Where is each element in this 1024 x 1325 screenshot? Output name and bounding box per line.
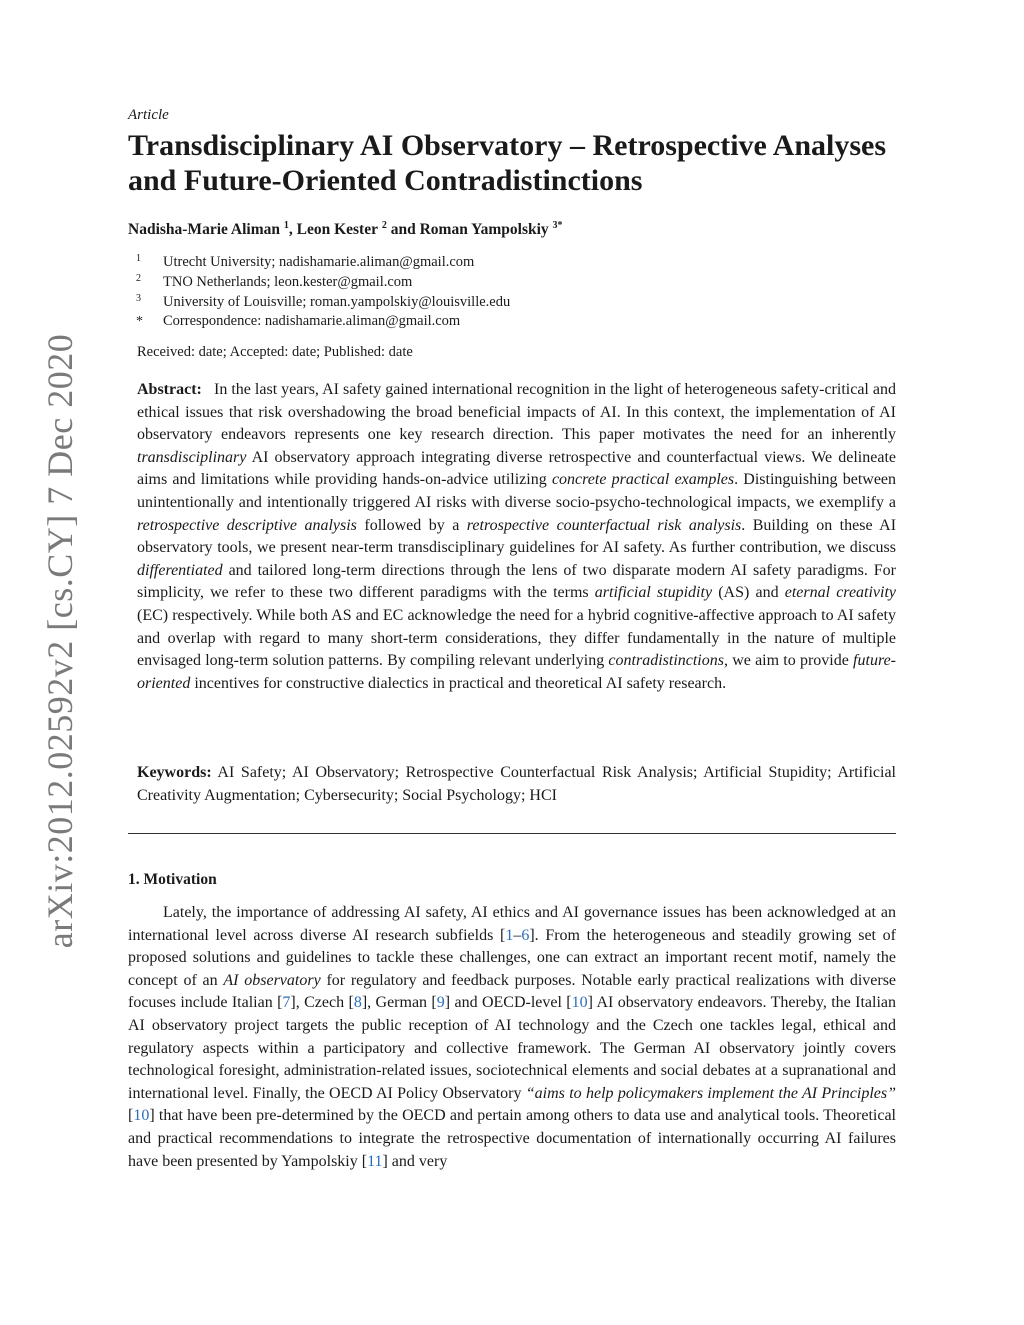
affiliation-text: University of Louisville; roman.yampolskiy@louisville.edu: [163, 294, 511, 310]
author-separator: ,: [288, 221, 297, 238]
keywords: [137, 762, 896, 807]
author-list: [128, 220, 563, 239]
body-paragraph: Lately, the importance of addressing AI safety, AI ethics and AI governance issues has been acknowledged at an international level across diverse AI research subfields [1–6]. From the heterogeneous and steadily growing set of proposed solutions and guidelines to tackle these challenges, one can extract an important recent motif, namely the concept of an AI observatory for regulatory and feedback purposes. Notable early practical realizations with diverse focuses include Italian [7], Czech [8], German [9] and OECD-level [10] AI observatory endeavors. Thereby, the Italian AI observatory project targets the public reception of AI technology and the Czech one tackles legal, ethical and regulatory aspects within a participatory and collective framework. The German AI observatory jointly covers technological foresight, administration-related issues, sociotechnical elements and social debates at a supranational and international level. Finally, the OECD AI Policy Observatory “aims to help policymakers implement the AI Principles” [10] that have been pre-determined by the OECD and pertain among others to data use and analytical tools. Theoretical and practical recommendations to integrate the retrospective documentation of internationally occurring AI failures have been presented by Yampolskiy [11] and very: [128, 904, 897, 1170]
arxiv-identifier-stamp: arXiv:2012.02592v2 [cs.CY] 7 Dec 2020: [40, 333, 80, 949]
citation-link[interactable]: 10: [571, 994, 588, 1012]
section-heading: 1. Motivation: [128, 871, 217, 888]
correspondence-text: Correspondence: nadishamarie.aliman@gmail.com: [163, 313, 461, 329]
author-name: Nadisha-Marie Aliman: [128, 221, 280, 238]
affiliation-text: TNO Netherlands; leon.kester@gmail.com: [163, 274, 413, 290]
citation-link[interactable]: 6: [521, 926, 530, 944]
affiliation-mark: 1: [136, 253, 141, 264]
author-affiliation-mark: 1: [283, 220, 289, 231]
abstract-label: Abstract:: [137, 381, 202, 398]
section-divider: [128, 833, 896, 834]
affiliation-mark: 3: [136, 293, 141, 304]
citation-link[interactable]: 1: [505, 926, 514, 944]
abstract: Abstract: In the last years, AI safety gained international recognition in the light of heterogeneous safety-critical and ethical issues that risk overshadowing the broad beneficial impacts of AI. In this context, the implementation of AI observatory endeavors represents one key research direction. This paper motivates the need for an inherently transdisciplinary AI observatory approach integrating diverse retrospective and counterfactual views. We delineate aims and limitations while providing hands-on-advice utilizing concrete practical examples. Distinguishing between unintentionally and intentionally triggered AI risks with diverse socio-psycho-technological impacts, we exemplify a retrospective descriptive analysis followed by a retrospective counterfactual risk analysis. Building on these AI observatory tools, we present near-term transdisciplinary guidelines for AI safety. As further contribution, we discuss differentiated and tailored long-term directions through the lens of two disparate modern AI safety paradigms. For simplicity, we refer to these two different paradigms with the terms artificial stupidity (AS) and eternal creativity (EC) respectively. While both AS and EC acknowledge the need for a hybrid cognitive-affective approach to AI safety and overlap with regard to many short-term considerations, they differ fundamentally in the nature of multiple envisaged long-term solution patterns. By compiling relevant underlying contradistinctions, we aim to provide future-oriented incentives for constructive dialectics in practical and theoretical AI safety research.: [137, 381, 897, 692]
author-separator: and: [386, 221, 420, 238]
affiliation-mark: 2: [136, 273, 141, 284]
author-affiliation-mark: 2: [381, 220, 387, 231]
article-type-label: Article: [128, 107, 169, 123]
affiliation-item: [136, 293, 510, 311]
paper-title: Transdisciplinary AI Observatory – Retrospective Analyses and Future-Oriented Contradistinctions: [128, 129, 887, 197]
correspondence-mark: *: [136, 314, 143, 329]
citation-link[interactable]: 10: [133, 1107, 150, 1125]
affiliation-item: [136, 253, 474, 271]
affiliation-item: [136, 273, 412, 291]
keywords-label: Keywords:: [137, 764, 212, 781]
publication-dates: Received: date; Accepted: date; Published: date: [137, 344, 413, 360]
affiliation-text: Utrecht University; nadishamarie.aliman@gmail.com: [163, 254, 475, 270]
author-name: Roman Yampolskiy: [419, 221, 549, 238]
citation-link[interactable]: 9: [436, 994, 445, 1012]
keywords-text: AI Safety; AI Observatory; Retrospective Counterfactual Risk Analysis; Artificial Stupidity; Artificial Creativity Augmentation; Cybersecurity; Social Psychology; HCI: [137, 764, 896, 804]
correspondence-item: [136, 313, 460, 330]
author-affiliation-mark: 3*: [552, 220, 563, 231]
citation-link[interactable]: 7: [282, 994, 291, 1012]
author-name: Leon Kester: [296, 221, 378, 238]
citation-link[interactable]: 11: [367, 1152, 383, 1170]
citation-link[interactable]: 8: [353, 994, 362, 1012]
